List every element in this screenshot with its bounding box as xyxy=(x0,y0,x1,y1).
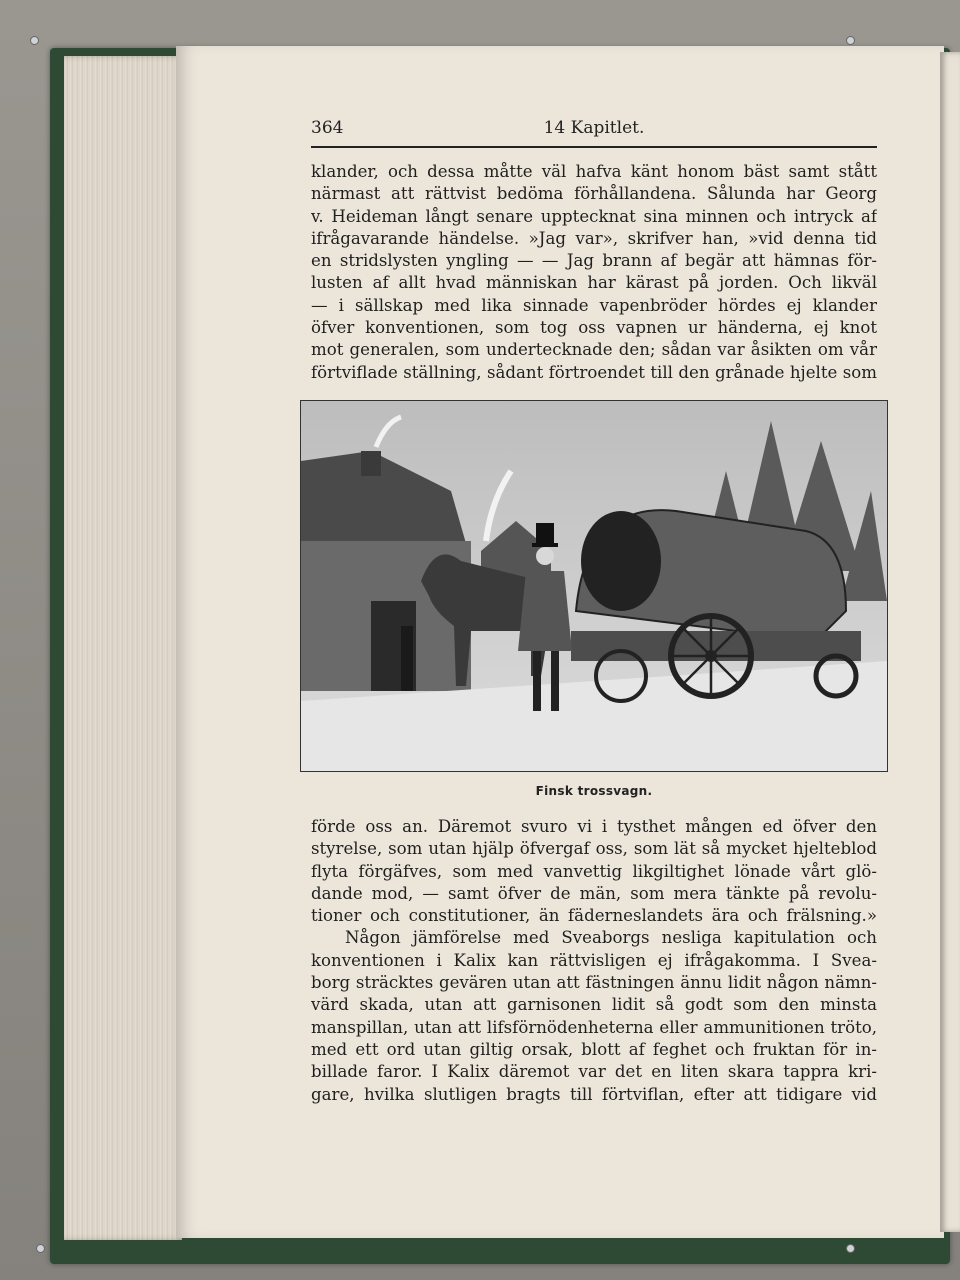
corner-pin xyxy=(846,36,855,45)
illustration-plate xyxy=(300,400,888,772)
text-line: förtviflade ställning, sådant förtroendet till den grånade hjelte som xyxy=(311,362,877,382)
text-line: lusten af allt hvad människan har kärast på jorden. Och likväl xyxy=(311,273,877,293)
text-line: styrelse, som utan hjälp öfvergaf oss, som lät så mycket hjelteblod xyxy=(311,839,877,859)
wagon-illustration xyxy=(301,401,887,771)
text-line: konventionen i Kalix kan rättvisligen ej ifrågakomma. I Svea- xyxy=(311,950,877,970)
chapter-title: 14 Kapitlet. xyxy=(543,118,645,138)
text-line: ifrågavarande händelse. »Jag var», skrifver han, »vid denna tid xyxy=(311,228,877,248)
text-line: mot generalen, som undertecknade den; sådan var åsikten om vår xyxy=(311,340,877,360)
text-line: klander, och dessa måtte väl hafva känt honom bäst samt stått xyxy=(311,162,877,181)
text-line: närmast att rättvist bedöma förhållandena. Sålunda har Georg xyxy=(311,184,877,204)
corner-pin xyxy=(846,1244,855,1253)
text-line: v. Heideman långt senare upptecknat sina minnen och intryck af xyxy=(311,206,877,226)
text-line: öfver konventionen, som tog oss vapnen ur händerna, ej knot xyxy=(311,318,877,338)
text-line: billade faror. I Kalix däremot var det en liten skara tappra kri- xyxy=(311,1062,877,1082)
text-line: en stridslysten yngling — — Jag brann af begär att hämnas för- xyxy=(311,251,877,271)
text-line: gare, hvilka slutligen bragts till förtviflan, efter att tidigare vid xyxy=(311,1084,877,1104)
figure-caption: Finsk trossvagn. xyxy=(535,784,653,798)
text-line: med ett ord utan giltig orsak, blott af feghet och fruktan för in- xyxy=(311,1039,877,1059)
running-head xyxy=(311,118,877,144)
facing-page-edge xyxy=(940,52,960,1232)
page-edges xyxy=(64,56,182,1240)
text-line: tioner och constitutioner, än fäderneslandets ära och frälsning.» xyxy=(311,906,877,926)
text-line: borg sträcktes gevären utan att fästningen ännu lidit någon nämn- xyxy=(311,973,877,993)
doorway-figure xyxy=(401,626,413,691)
page-number: 364 xyxy=(311,118,344,138)
text-line: — i sällskap med lika sinnade vapenbröder hördes ej klander xyxy=(311,295,877,315)
paragraph-top xyxy=(311,161,877,384)
text-line: Någon jämförelse med Sveaborgs nesliga kapitulation och xyxy=(345,928,877,948)
header-rule xyxy=(311,146,877,148)
paragraph-bottom xyxy=(311,816,877,1106)
text-line: manspillan, utan att lifsförnödenheterna eller ammunitionen tröto, xyxy=(311,1017,877,1037)
text-line: förde oss an. Däremot svuro vi i tysthet mången ed öfver den xyxy=(311,817,877,836)
text-line: värd skada, utan att garnisonen lidit så godt som den minsta xyxy=(311,995,877,1015)
text-line: dande mod, — samt öfver de män, som mera tänkte på revolu- xyxy=(311,883,877,903)
text-line: flyta förgäfves, som med vanvettig likgiltighet lönade vårt glö- xyxy=(311,861,877,881)
corner-pin xyxy=(30,36,39,45)
corner-pin xyxy=(36,1244,45,1253)
